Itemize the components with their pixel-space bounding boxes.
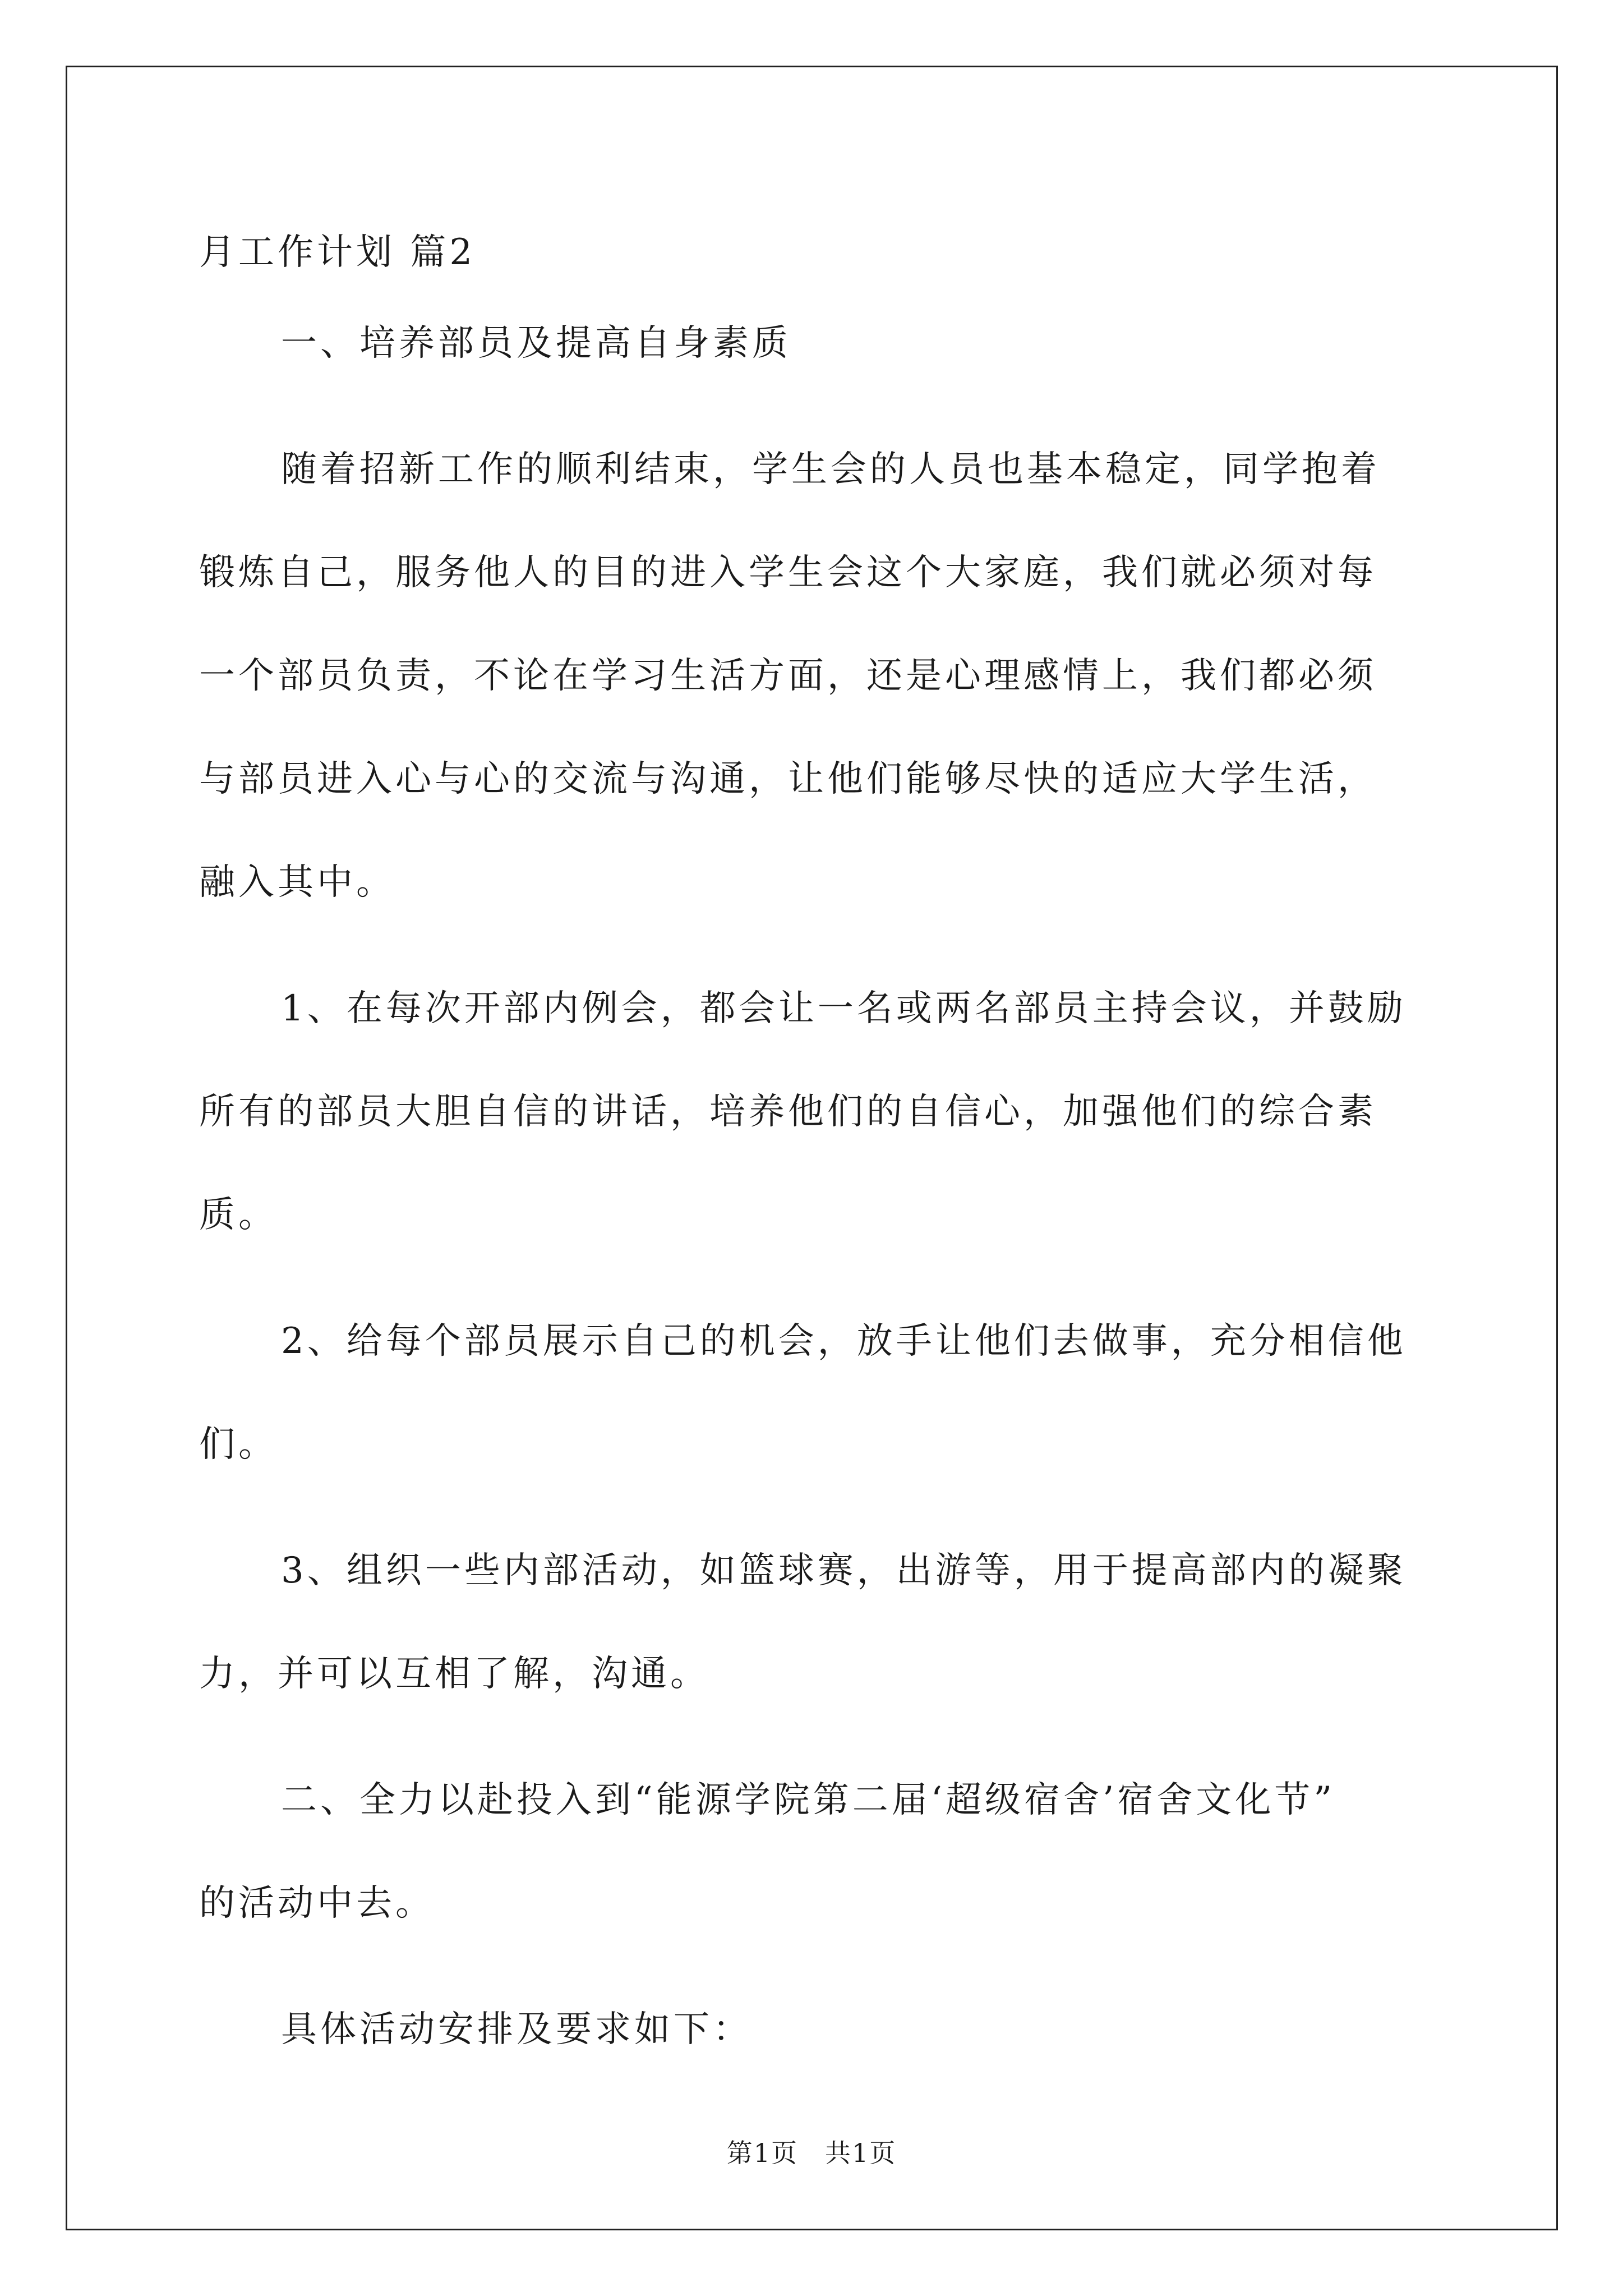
paragraph-line: 一个部员负责，不论在学习生活方面，还是心理感情上，我们都必须 xyxy=(199,655,1377,697)
paragraph-line: 锻炼自己，服务他人的目的进入学生会这个大家庭，我们就必须对每 xyxy=(199,552,1377,593)
paragraph-line: 二、全力以赴投入到“能源学院第二届‘超级宿舍’宿舍文化节” xyxy=(281,1779,1336,1821)
paragraph-item-3 xyxy=(199,1519,1427,1726)
paragraph-line: 力，并可以互相了解，沟通。 xyxy=(199,1653,709,1695)
paragraph-line: 的活动中去。 xyxy=(199,1883,435,1924)
paragraph-intro xyxy=(199,418,1427,934)
paragraph-line: 融入其中。 xyxy=(199,862,395,903)
paragraph-arrangement xyxy=(199,1978,1427,2081)
paragraph-line: 们。 xyxy=(199,1424,278,1465)
paragraph-section-2-heading xyxy=(199,1749,1427,1955)
paragraph-line: 2、给每个部员展示自己的机会，放手让他们去做事，充分相信他 xyxy=(281,1320,1407,1362)
paragraph-line: 所有的部员大胆自信的讲话，培养他们的自信心，加强他们的综合素 xyxy=(199,1091,1377,1133)
paragraph-line: 具体活动安排及要求如下： xyxy=(281,2009,752,2050)
paragraph-line: 一、培养部员及提高自身素质 xyxy=(281,323,791,364)
document-body xyxy=(199,213,1427,2104)
paragraph-line: 随着招新工作的顺利结束，学生会的人员也基本稳定，同学抱着 xyxy=(281,449,1380,490)
paragraph-line: 与部员进入心与心的交流与沟通，让他们能够尽快的适应大学生活， xyxy=(199,758,1377,800)
paragraph-line: 质。 xyxy=(199,1194,278,1236)
paragraph-section-1-heading xyxy=(199,292,1427,395)
paragraph-line: 3、组织一些内部活动，如篮球赛，出游等，用于提高部内的凝聚 xyxy=(281,1550,1407,1591)
paragraph-line: 1、在每次开部内例会，都会让一名或两名部员主持会议，并鼓励 xyxy=(281,988,1407,1029)
paragraph-item-2 xyxy=(199,1290,1427,1496)
paragraph-item-1 xyxy=(199,957,1427,1267)
page-footer: 第1页 共1页 xyxy=(726,2138,897,2168)
document-title: 月工作计划 篇2 xyxy=(199,232,476,273)
